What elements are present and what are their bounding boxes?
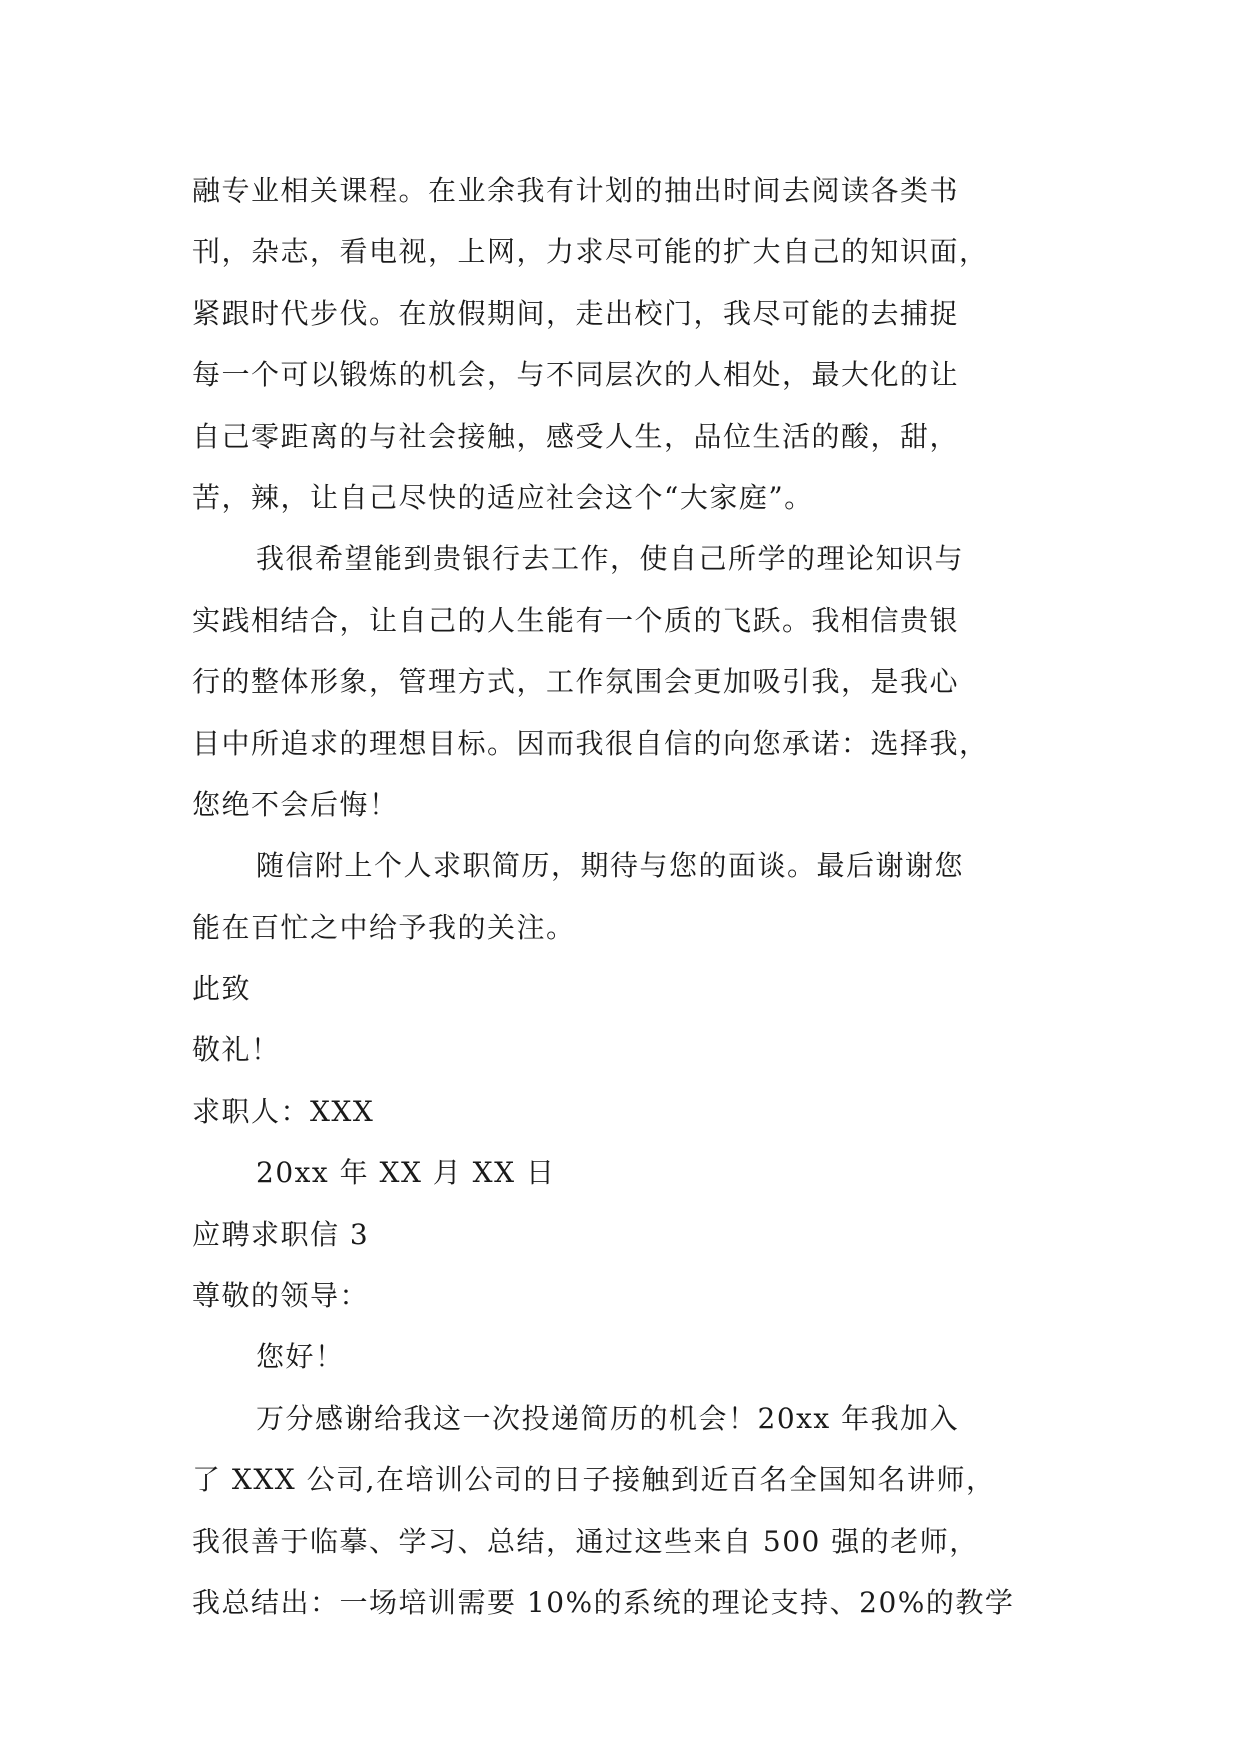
text-line: 刊，杂志，看电视，上网，力求尽可能的扩大自己的知识面， <box>192 235 989 269</box>
text-line: 自己零距离的与社会接触，感受人生，品位生活的酸，甜， <box>192 419 960 453</box>
text-line: 了 XXX 公司,在培训公司的日子接触到近百名全国知名讲师， <box>192 1463 996 1497</box>
letter-date: 20xx 年 XX 月 XX 日 <box>256 1156 556 1190</box>
text-line: 紧跟时代步伐。在放假期间，走出校门，我尽可能的去捕捉 <box>192 296 960 330</box>
text-line: 融专业相关课程。在业余我有计划的抽出时间去阅读各类书 <box>192 174 960 207</box>
text-line: 每一个可以锻炼的机会，与不同层次的人相处，最大化的让 <box>192 358 960 392</box>
text-line: 我总结出：一场培训需要 10%的系统的理论支持、20%的教学 <box>192 1585 1015 1619</box>
paragraph-start-line: 我很希望能到贵银行去工作，使自己所学的理论知识与 <box>256 542 965 576</box>
text-line: 您绝不会后悔！ <box>192 787 399 821</box>
text-line: 能在百忙之中给予我的关注。 <box>192 910 576 944</box>
paragraph-start-line: 随信附上个人求职简历，期待与您的面谈。最后谢谢您 <box>256 849 965 883</box>
closing-regards: 敬礼！ <box>192 1033 281 1067</box>
text-line: 苦，辣，让自己尽快的适应社会这个“大家庭”。 <box>192 480 814 514</box>
text-line: 行的整体形象，管理方式，工作氛围会更加吸引我，是我心 <box>192 665 960 699</box>
text-line: 目中所追求的理想目标。因而我很自信的向您承诺：选择我， <box>192 726 989 760</box>
text-line: 实践相结合，让自己的人生能有一个质的飞跃。我相信贵银 <box>192 603 960 637</box>
text-line: 我很善于临摹、学习、总结，通过这些来自 500 强的老师， <box>192 1524 979 1558</box>
letter-greeting: 您好！ <box>256 1340 345 1374</box>
paragraph-start-line: 万分感谢给我这一次投递简历的机会！20xx 年我加入 <box>256 1401 960 1435</box>
applicant-signature: 求职人：XXX <box>192 1094 375 1128</box>
letter-body <box>192 160 1052 1633</box>
section-heading: 应聘求职信 3 <box>192 1217 370 1251</box>
letter-salutation: 尊敬的领导： <box>192 1279 370 1313</box>
closing-salutation: 此致 <box>192 972 252 1006</box>
